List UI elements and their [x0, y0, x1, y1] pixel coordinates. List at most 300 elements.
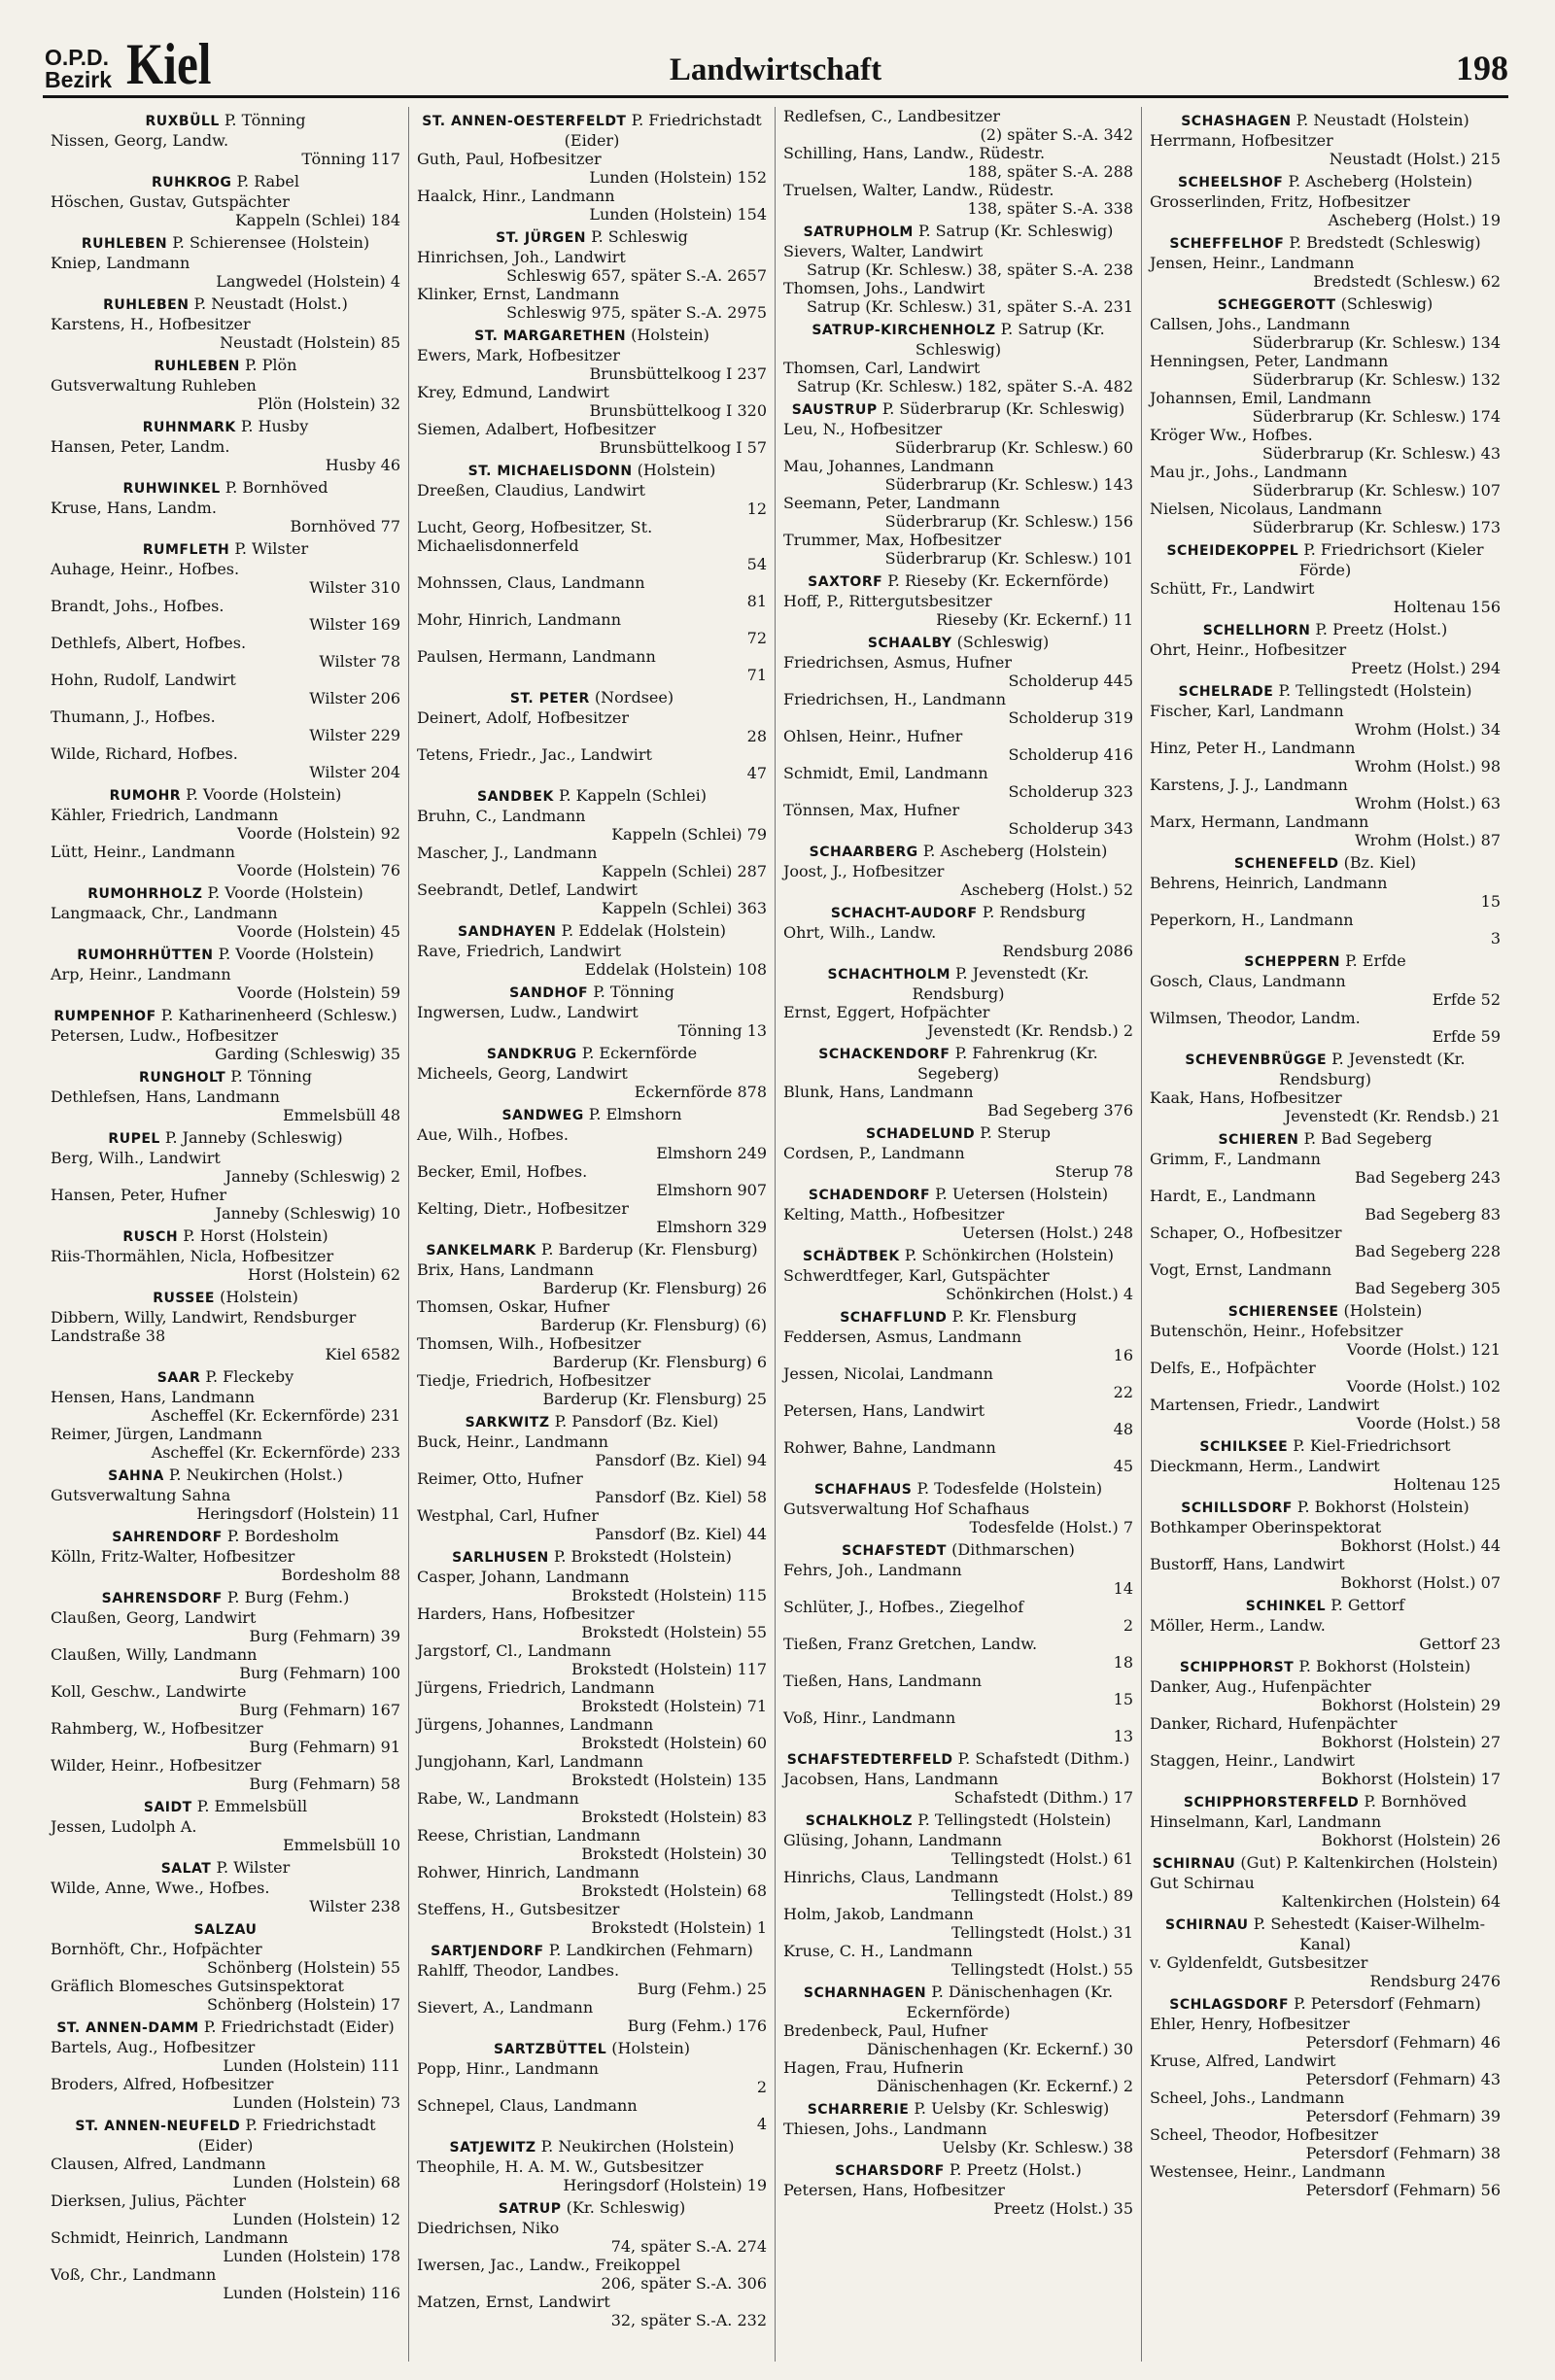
- place-heading: [1150, 1596, 1501, 1616]
- directory-entry: [417, 346, 767, 383]
- entry-phone: Voorde (Holstein) 76: [237, 861, 400, 880]
- directory-entry: [783, 242, 1133, 279]
- place-heading: [783, 1811, 1133, 1831]
- place-name: SCHACHT-AUDORF: [830, 906, 978, 921]
- entry-phone: Rieseby (Kr. Eckernf.) 11: [936, 610, 1133, 629]
- directory-entry: [51, 1682, 400, 1719]
- entry-name: Mau, Johannes, Landmann: [783, 457, 994, 475]
- entry-phone: Brokstedt (Holstein) 115: [571, 1586, 767, 1604]
- place-heading: [417, 326, 767, 346]
- entry-name: Dibbern, Willy, Landwirt, Rendsburger Landstraße 38: [51, 1308, 357, 1345]
- directory-entry: [51, 707, 400, 744]
- entry-name: Thomsen, Wilh., Hofbesitzer: [417, 1334, 641, 1353]
- header-rule: [43, 95, 1508, 98]
- place-name: SANKELMARK: [426, 1243, 536, 1259]
- entry-phone: 45: [1113, 1457, 1133, 1475]
- directory-entry: [417, 150, 767, 187]
- place-heading: [1150, 294, 1501, 315]
- place-heading: [1150, 1657, 1501, 1677]
- place-heading: [51, 1226, 400, 1247]
- place-name: ST. ANNEN-OESTERFELDT: [422, 114, 627, 129]
- entry-phone: Janneby (Schleswig) 10: [215, 1204, 400, 1223]
- post-office: P. Wilster: [234, 539, 309, 558]
- place-heading: [51, 785, 400, 806]
- place-heading: [51, 1919, 400, 1940]
- post-office: P. Friedrichstadt (Eider): [197, 2116, 376, 2155]
- place-name: SCHIERENSEE: [1227, 1304, 1339, 1320]
- entry-name: Bustorff, Hans, Landwirt: [1150, 1555, 1345, 1573]
- entry-name: Wilmsen, Theodor, Landm.: [1150, 1009, 1361, 1027]
- entry-name: Jürgens, Friedrich, Landmann: [417, 1678, 655, 1697]
- page-number: 198: [1456, 49, 1508, 87]
- entry-name: Mau jr., Johs., Landmann: [1150, 463, 1348, 481]
- place-heading: [1150, 620, 1501, 640]
- entry-name: Jürgens, Johannes, Landmann: [417, 1715, 654, 1734]
- entry-phone: Süderbrarup (Kr. Schlesw.) 60: [894, 438, 1133, 457]
- directory-entry: [51, 1087, 400, 1124]
- place-name: SCHILLSDORF: [1181, 1500, 1293, 1516]
- directory-entry: [417, 248, 767, 285]
- entry-name: Martensen, Friedr., Landwirt: [1150, 1396, 1380, 1414]
- entry-phone: Sterup 78: [1054, 1162, 1133, 1181]
- place-heading: [1150, 951, 1501, 972]
- entry-name: Buck, Heinr., Landmann: [417, 1432, 608, 1451]
- entry-name: Schwerdtfeger, Karl, Gutspächter: [783, 1266, 1050, 1285]
- entry-phone: 81: [746, 592, 767, 610]
- entry-phone: Voorde (Holst.) 121: [1346, 1340, 1501, 1359]
- entry-name: Schilling, Hans, Landw., Rüdestr.: [783, 144, 1046, 162]
- place-name: SCHEVENBRÜGGE: [1185, 1052, 1328, 1068]
- entry-name: Bruhn, C., Landmann: [417, 807, 586, 825]
- directory-entry: [51, 1977, 400, 2014]
- entry-name: Marx, Hermann, Landmann: [1150, 812, 1369, 831]
- directory-entry: [1150, 1812, 1501, 1849]
- entry-name: Voß, Chr., Landmann: [51, 2265, 217, 2284]
- entry-name: Nielsen, Nicolaus, Landmann: [1150, 500, 1382, 518]
- place-heading: [51, 1288, 400, 1308]
- entry-name: Trummer, Max, Hofbesitzer: [783, 531, 1002, 549]
- place-name: SCHEPPERN: [1244, 954, 1340, 970]
- entry-name: Dreeßen, Claudius, Landwirt: [417, 481, 645, 500]
- entry-name: Siemen, Adalbert, Hofbesitzer: [417, 420, 656, 438]
- entry-phone: 13: [1113, 1727, 1133, 1745]
- directory-entry: [783, 1500, 1133, 1536]
- place-name: SCHASHAGEN: [1181, 114, 1292, 129]
- entry-phone: Pansdorf (Bz. Kiel) 44: [595, 1525, 767, 1543]
- entry-name: Kelting, Matth., Hofbesitzer: [783, 1205, 1005, 1224]
- place-heading: [783, 2099, 1133, 2120]
- directory-entry: [51, 1817, 400, 1854]
- entry-phone: 206, später S.-A. 306: [601, 2274, 767, 2293]
- directory-entry: [51, 560, 400, 597]
- directory-entry: [417, 383, 767, 420]
- entry-name: Kröger Ww., Hofbes.: [1150, 426, 1313, 444]
- directory-entry: [1150, 579, 1501, 616]
- directory-entry: [1150, 463, 1501, 500]
- entry-name: Klinker, Ernst, Landmann: [417, 285, 620, 303]
- entry-phone: Bokhorst (Holst.) 44: [1340, 1536, 1501, 1555]
- entry-phone: Schönberg (Holstein) 55: [206, 1958, 400, 1977]
- place-name: RUMOHRHOLZ: [87, 886, 203, 902]
- directory-entry: [417, 2219, 767, 2256]
- post-office: P. Brokstedt (Holstein): [553, 1547, 732, 1566]
- entry-phone: Brokstedt (Holstein) 60: [581, 1734, 767, 1752]
- entry-phone: 16: [1113, 1346, 1133, 1364]
- entry-name: Thumann, J., Hofbes.: [51, 707, 216, 726]
- entry-name: Möller, Herm., Landw.: [1150, 1616, 1326, 1635]
- entry-phone: Lunden (Holstein) 116: [223, 2284, 400, 2302]
- directory-entry: [783, 1831, 1133, 1868]
- entry-phone: Schönkirchen (Holst.) 4: [946, 1285, 1133, 1303]
- entry-name: Schaper, O., Hofbesitzer: [1150, 1224, 1342, 1242]
- post-office: P. Friedrichstadt (Eider): [203, 2018, 395, 2036]
- entry-phone: Schleswig 657, später S.-A. 2657: [506, 266, 767, 285]
- entry-name: Scheel, Johs., Landmann: [1150, 2088, 1345, 2107]
- directory-entry: [1150, 911, 1501, 948]
- entry-name: Krey, Edmund, Landwirt: [417, 383, 609, 401]
- place-heading: [1150, 233, 1501, 254]
- directory-entry: [51, 499, 400, 535]
- directory-entry: [783, 923, 1133, 960]
- directory-entry: [783, 1438, 1133, 1475]
- place-name: SANDKRUG: [486, 1047, 577, 1062]
- entry-phone: Scholderup 319: [1008, 708, 1133, 727]
- entry-name: Friedrichsen, H., Landmann: [783, 690, 1007, 708]
- place-heading: [51, 1067, 400, 1087]
- entry-phone: Voorde (Holstein) 59: [237, 983, 400, 1002]
- place-name: SATJEWITZ: [449, 2140, 536, 2156]
- entry-name: Hinrichs, Claus, Landmann: [783, 1868, 999, 1886]
- directory-entry: [417, 518, 767, 573]
- place-heading: [1150, 1914, 1501, 1953]
- entry-phone: Brokstedt (Holstein) 55: [581, 1623, 767, 1641]
- place-name: SCHEIDEKOPPEL: [1166, 543, 1299, 559]
- post-office: P. Voorde (Holstein): [186, 785, 342, 804]
- directory-entry: [417, 1297, 767, 1334]
- directory-entry: [417, 1789, 767, 1826]
- directory-entry: [51, 2155, 400, 2191]
- entry-name: Jessen, Nicolai, Landmann: [783, 1364, 993, 1383]
- entry-name: Arp, Heinr., Landmann: [51, 965, 231, 983]
- entry-name: Tetens, Friedr., Jac., Landwirt: [417, 745, 652, 764]
- directory-entry: [51, 1388, 400, 1425]
- place-heading: [783, 1983, 1133, 2021]
- directory-entry: [1150, 640, 1501, 677]
- directory-entry: [51, 1608, 400, 1645]
- place-heading: [417, 2137, 767, 2157]
- directory-entry: [51, 1186, 400, 1223]
- place-heading: [51, 1128, 400, 1149]
- entry-name: Seebrandt, Detlef, Landwirt: [417, 880, 638, 899]
- directory-entry: [51, 597, 400, 634]
- entry-phone: Tellingstedt (Holst.) 31: [950, 1923, 1133, 1942]
- entry-name: Danker, Richard, Hufenpächter: [1150, 1714, 1398, 1733]
- post-office: P. Rieseby (Kr. Eckernförde): [887, 571, 1109, 590]
- place-name: SANDBEK: [477, 789, 554, 805]
- entry-phone: 3: [1490, 929, 1501, 948]
- directory-entry: [417, 942, 767, 979]
- entry-phone: 22: [1113, 1383, 1133, 1401]
- place-name: SCHEGGEROTT: [1217, 297, 1336, 313]
- entry-phone: Tellingstedt (Holst.) 89: [950, 1886, 1133, 1905]
- place-name: SCHADENDORF: [808, 1188, 931, 1203]
- entry-name: Ohlsen, Heinr., Hufner: [783, 727, 963, 745]
- entry-phone: Voorde (Holst.) 58: [1356, 1414, 1501, 1432]
- entry-phone: Schafstedt (Dithm.) 17: [953, 1788, 1133, 1807]
- entry-phone: Bokhorst (Holstein) 26: [1321, 1831, 1501, 1849]
- post-office: (Dithmarschen): [951, 1540, 1075, 1559]
- directory-entry: [51, 1425, 400, 1462]
- post-office: P. Tellingstedt (Holstein): [917, 1811, 1112, 1829]
- directory-entry: [51, 1645, 400, 1682]
- entry-name: Micheels, Georg, Landwirt: [417, 1064, 628, 1083]
- post-office: P. Kiel-Friedrichsort: [1293, 1436, 1451, 1455]
- entry-phone: Kiel 6582: [325, 1345, 400, 1363]
- entry-phone: Plön (Holstein) 32: [257, 395, 400, 413]
- entry-name: Paulsen, Hermann, Landmann: [417, 647, 656, 666]
- entry-name: Broders, Alfred, Hofbesitzer: [51, 2075, 274, 2093]
- entry-name: Kelting, Dietr., Hofbesitzer: [417, 1199, 629, 1218]
- post-office: P. Kr. Flensburg: [951, 1307, 1077, 1326]
- entry-phone: 2: [756, 2078, 767, 2096]
- entry-name: Grimm, F., Landmann: [1150, 1150, 1321, 1168]
- place-heading: [51, 111, 400, 131]
- entry-phone: Lunden (Holstein) 111: [223, 2056, 400, 2075]
- post-office: P. Bordesholm: [226, 1527, 339, 1545]
- post-office: P. Satrup (Kr. Schleswig): [917, 222, 1114, 240]
- entry-phone: Bordesholm 88: [281, 1566, 400, 1584]
- post-office: (Holstein): [637, 461, 716, 479]
- entry-phone: Süderbrarup (Kr. Schlesw.) 101: [884, 549, 1133, 568]
- directory-entry: [1150, 2015, 1501, 2052]
- entry-name: v. Gyldenfeldt, Gutsbesitzer: [1150, 1953, 1368, 1972]
- entry-phone: Burg (Fehmarn) 167: [239, 1701, 400, 1719]
- place-heading: [417, 688, 767, 708]
- directory-entry: [783, 181, 1133, 218]
- directory-entry: [783, 1401, 1133, 1438]
- entry-name: Rabe, W., Landmann: [417, 1789, 579, 1808]
- place-name: SCHEFFELHOF: [1169, 236, 1285, 252]
- place-name: SARKWITZ: [465, 1415, 550, 1431]
- entry-name: Bothkamper Oberinspektorat: [1150, 1518, 1382, 1536]
- entry-name: Ehler, Henry, Hofbesitzer: [1150, 2015, 1350, 2033]
- place-name: SCHEELSHOF: [1177, 175, 1284, 190]
- entry-phone: Kappeln (Schlei) 363: [602, 899, 767, 917]
- directory-entry: [1150, 315, 1501, 352]
- directory-entry: [783, 1635, 1133, 1672]
- entry-name: Danker, Aug., Hufenpächter: [1150, 1677, 1371, 1696]
- entry-name: Brix, Hans, Landmann: [417, 1260, 594, 1279]
- directory-entry: [1150, 254, 1501, 291]
- entry-name: Jungjohann, Karl, Landmann: [417, 1752, 643, 1771]
- post-office: (Nordsee): [594, 688, 674, 707]
- directory-entry: [417, 1432, 767, 1469]
- directory-entry: [417, 1125, 767, 1162]
- place-heading: [1150, 172, 1501, 192]
- directory-entry: [417, 1900, 767, 1937]
- entry-name: Lucht, Georg, Hofbesitzer, St. Michaelisdonnerfeld: [417, 518, 653, 555]
- entry-name: Grosserlinden, Fritz, Hofbesitzer: [1150, 192, 1410, 211]
- entry-phone: Lunden (Holstein) 154: [589, 205, 767, 224]
- directory-entry: [417, 1998, 767, 2035]
- entry-phone: 47: [746, 764, 767, 782]
- place-name: SCHIEREN: [1218, 1132, 1299, 1148]
- post-office: P. Voorde (Holstein): [218, 945, 374, 963]
- entry-phone: 71: [746, 666, 767, 684]
- entry-name: Thomsen, Johs., Landwirt: [783, 279, 985, 297]
- place-heading: [783, 399, 1133, 420]
- directory-entry: [783, 420, 1133, 457]
- directory-entry: [51, 1486, 400, 1523]
- place-heading: [1150, 540, 1501, 579]
- entry-phone: Bokhorst (Holstein) 27: [1321, 1733, 1501, 1751]
- entry-phone: Lunden (Holstein) 68: [232, 2173, 400, 2191]
- directory-entry: [783, 531, 1133, 568]
- place-heading: [783, 1540, 1133, 1561]
- directory-entry: [1150, 1457, 1501, 1494]
- entry-phone: Kaltenkirchen (Holstein) 64: [1281, 1892, 1501, 1911]
- entry-name: Rohwer, Hinrich, Landmann: [417, 1863, 639, 1881]
- post-office: P. Tönning: [224, 111, 306, 129]
- post-office: P. Gettorf: [1330, 1596, 1405, 1614]
- place-heading: [783, 1044, 1133, 1083]
- entry-phone: Burg (Fehmarn) 100: [239, 1664, 400, 1682]
- entry-phone: Bokhorst (Holstein) 29: [1321, 1696, 1501, 1714]
- entry-phone: 28: [746, 727, 767, 745]
- entry-name: Butenschön, Heinr., Hofebsitzer: [1150, 1322, 1403, 1340]
- directory-entry: [783, 801, 1133, 838]
- columns: [43, 107, 1508, 2362]
- directory-entry: [1150, 1088, 1501, 1125]
- directory-entry: [783, 1561, 1133, 1598]
- place-heading: [1150, 1853, 1501, 1874]
- entry-phone: Todesfelde (Holst.) 7: [969, 1518, 1133, 1536]
- directory-entry: [1150, 1953, 1501, 1990]
- place-name: ST. ANNEN-NEUFELD: [75, 2119, 241, 2134]
- place-name: SCHENEFELD: [1233, 856, 1339, 872]
- entry-name: Schnepel, Claus, Landmann: [417, 2096, 638, 2115]
- entry-name: Blunk, Hans, Landmann: [783, 1083, 974, 1101]
- directory-entry: [783, 2058, 1133, 2095]
- post-office: P. Barderup (Kr. Flensburg): [540, 1240, 758, 1259]
- entry-name: Ingwersen, Ludw., Landwirt: [417, 1003, 639, 1021]
- directory-entry: [51, 254, 400, 291]
- post-office: P. Fleckeby: [205, 1367, 294, 1386]
- directory-entry: [783, 764, 1133, 801]
- entry-phone: Uelsby (Kr. Schlesw.) 38: [942, 2138, 1133, 2156]
- place-name: SARLHUSEN: [452, 1550, 549, 1566]
- place-name: SCHAARBERG: [809, 845, 918, 860]
- directory-entry: [417, 647, 767, 684]
- directory-entry: [417, 1961, 767, 1998]
- entry-name: Henningsen, Peter, Landmann: [1150, 352, 1389, 370]
- directory-entry: [417, 187, 767, 224]
- entry-phone: Süderbrarup (Kr. Schlesw.) 156: [884, 512, 1133, 531]
- directory-entry: [51, 2191, 400, 2228]
- place-heading: [417, 1240, 767, 1260]
- directory-entry: [417, 1715, 767, 1752]
- post-office: P. Sehestedt (Kaiser-Wilhelm-Kanal): [1253, 1914, 1485, 1953]
- post-office: (Holstein): [611, 2039, 691, 2057]
- entry-phone: 4: [756, 2115, 767, 2133]
- directory-entry: [417, 1064, 767, 1101]
- entry-phone: Pansdorf (Bz. Kiel) 94: [595, 1451, 767, 1469]
- entry-name: Schmidt, Heinrich, Landmann: [51, 2228, 289, 2247]
- post-office: P. Friedrichsort (Kieler Förde): [1298, 540, 1484, 579]
- post-office: P. Bokhorst (Holstein): [1296, 1498, 1469, 1516]
- place-heading: [783, 633, 1133, 653]
- entry-name: Ernst, Eggert, Hofpächter: [783, 1003, 990, 1021]
- place-name: SCHAFHAUS: [813, 1482, 913, 1498]
- entry-name: Kruse, Alfred, Landwirt: [1150, 2052, 1336, 2070]
- place-heading: [51, 1797, 400, 1817]
- post-office: P. Wilster: [216, 1858, 291, 1877]
- directory-entry: [1150, 739, 1501, 776]
- entry-name: Hagen, Frau, Hufnerin: [783, 2058, 964, 2077]
- post-office: P. Janneby (Schleswig): [164, 1128, 343, 1147]
- entry-phone: 14: [1113, 1579, 1133, 1598]
- post-office: P. Bredstedt (Schleswig): [1289, 233, 1481, 252]
- column-2: [409, 107, 776, 2362]
- entry-name: Aue, Wilh., Hofbes.: [417, 1125, 569, 1144]
- directory-entry: [51, 2228, 400, 2265]
- entry-phone: Lunden (Holstein) 73: [232, 2093, 400, 2112]
- place-name: SALAT: [160, 1861, 212, 1877]
- entry-phone: Voorde (Holst.) 102: [1346, 1377, 1501, 1396]
- entry-phone: Wrohm (Holst.) 87: [1355, 831, 1501, 849]
- entry-name: Dethlefsen, Hans, Landmann: [51, 1087, 280, 1106]
- entry-phone: Heringsdorf (Holstein) 11: [196, 1504, 400, 1523]
- place-name: SCHIRNAU: [1152, 1856, 1236, 1872]
- place-name: RUNGHOLT: [139, 1070, 226, 1086]
- post-office: P. Dänischenhagen (Kr. Eckernförde): [906, 1983, 1114, 2021]
- bezirk-label: Bezirk: [45, 67, 113, 92]
- directory-entry: [783, 1144, 1133, 1181]
- entry-phone: Dänischenhagen (Kr. Eckernf.) 30: [866, 2040, 1133, 2058]
- place-name: RUSSEE: [153, 1291, 215, 1306]
- place-heading: [417, 461, 767, 481]
- place-name: SCHAALBY: [867, 636, 952, 651]
- entry-name: Callsen, Johs., Landmann: [1150, 315, 1351, 333]
- entry-phone: 74, später S.-A. 274: [610, 2237, 767, 2256]
- post-office: P. Burg (Fehm.): [226, 1588, 350, 1606]
- entry-name: Gutsverwaltung Sahna: [51, 1486, 231, 1504]
- place-name: RUHLEBEN: [81, 236, 168, 252]
- entry-phone: Bad Segeberg 305: [1355, 1279, 1501, 1297]
- entry-phone: 138, später S.-A. 338: [967, 199, 1133, 218]
- entry-phone: Dänischenhagen (Kr. Eckernf.) 2: [877, 2077, 1133, 2095]
- directory-entry: [51, 2038, 400, 2075]
- post-office: P. Rendsburg: [982, 903, 1087, 921]
- entry-name: Friedrichsen, Asmus, Hufner: [783, 653, 1012, 672]
- post-office: P. Schierensee (Holstein): [172, 233, 370, 252]
- entry-name: Hinz, Peter H., Landmann: [1150, 739, 1356, 757]
- directory-entry: [783, 457, 1133, 494]
- directory-entry: [1150, 2162, 1501, 2199]
- entry-phone: Satrup (Kr. Schlesw.) 31, später S.-A. 231: [806, 297, 1133, 316]
- post-office: P. Plön: [244, 356, 297, 374]
- entry-phone: Lunden (Holstein) 178: [223, 2247, 400, 2265]
- directory-entry: [417, 880, 767, 917]
- entry-phone: Kappeln (Schlei) 79: [611, 825, 767, 844]
- directory-entry: [1150, 1187, 1501, 1224]
- entry-phone: Petersdorf (Fehmarn) 56: [1305, 2181, 1501, 2199]
- place-heading: [417, 227, 767, 248]
- directory-entry: [783, 107, 1133, 144]
- entry-phone: 72: [746, 629, 767, 647]
- entry-name: Fehrs, Joh., Landmann: [783, 1561, 962, 1579]
- place-heading: [783, 1479, 1133, 1500]
